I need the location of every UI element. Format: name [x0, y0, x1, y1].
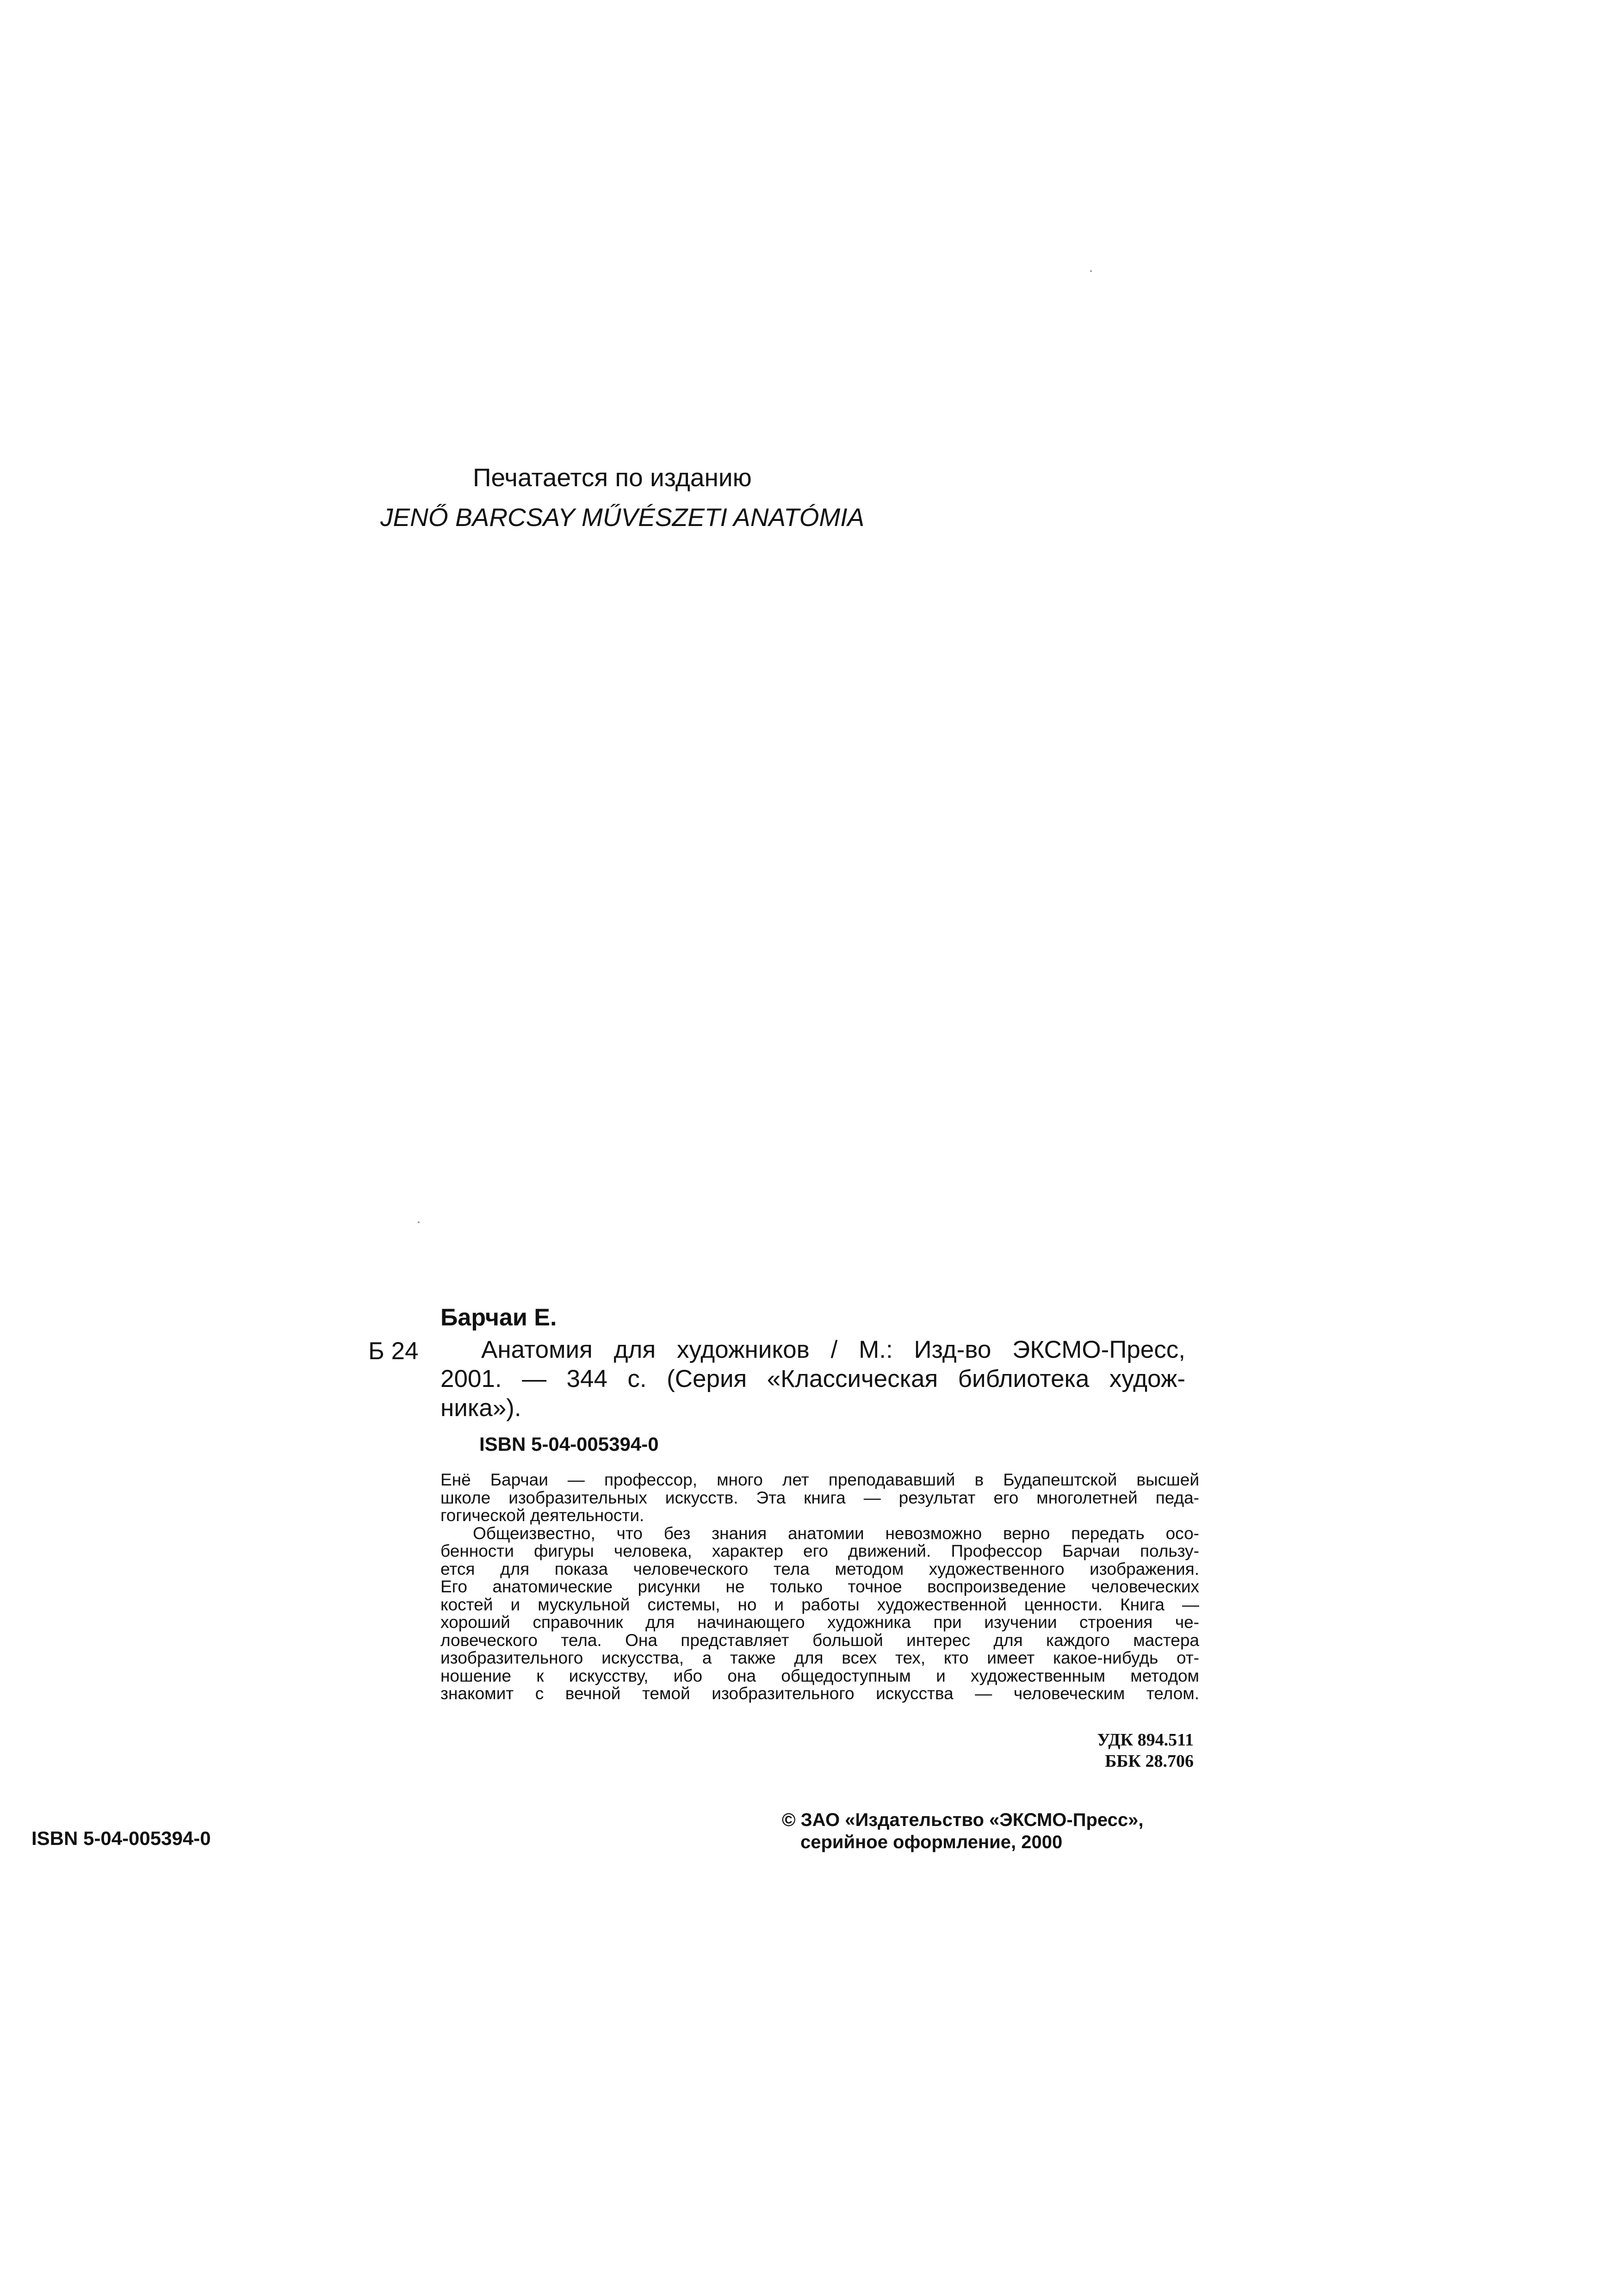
- annotation-line: Его анатомические рисунки не только точное воспроизведение человеческих: [440, 1577, 1199, 1596]
- copyright-line: © ЗАО «Издательство «ЭКСМО-Пресс»,: [782, 1810, 1144, 1830]
- annotation-line: школе изобразительных искусств. Эта книга — результат его многолетней педа-: [440, 1488, 1199, 1507]
- copyright-notice: [782, 1809, 1143, 1853]
- scan-speck: [1090, 270, 1092, 272]
- annotation-line: ется для показа человеческого тела методом художественного изображения.: [440, 1559, 1199, 1578]
- copyright-line: серийное оформление, 2000: [800, 1832, 1063, 1852]
- udk-code: УДК 894.511: [1097, 1730, 1194, 1750]
- bibliographic-description: [440, 1335, 1185, 1423]
- catalog-author: Барчаи Е.: [440, 1304, 557, 1331]
- annotation-line: гогической деятельности.: [440, 1506, 644, 1525]
- annotation-line: Енё Барчаи — профессор, много лет преподававший в Будапештской высшей: [440, 1470, 1199, 1489]
- original-edition-title: JENŐ BARCSAY MŰVÉSZETI ANATÓMIA: [380, 503, 865, 532]
- bib-line: ника»).: [440, 1394, 521, 1422]
- annotation-line: костей и мускульной системы, но и работы художественной ценности. Книга —: [440, 1595, 1199, 1614]
- annotation: [440, 1471, 1199, 1703]
- annotation-line: ловеческого тела. Она представляет большой интерес для каждого мастера: [440, 1630, 1199, 1650]
- catalog-isbn: ISBN 5-04-005394-0: [479, 1433, 659, 1455]
- annotation-line: бенности фигуры человека, характер его движений. Профессор Барчаи пользу-: [440, 1541, 1199, 1560]
- bib-line: Анатомия для художников / М.: Изд-во ЭКСМО-Пресс,: [481, 1336, 1185, 1363]
- footer-isbn: ISBN 5-04-005394-0: [31, 1827, 211, 1849]
- original-edition-intro: Печатается по изданию: [473, 463, 752, 492]
- classification-codes: [1083, 1729, 1194, 1772]
- annotation-line: хороший справочник для начинающего художника при изучении строения че-: [440, 1613, 1199, 1632]
- annotation-line: изобразительного искусства, а также для всех тех, кто имеет какое-нибудь от-: [440, 1648, 1199, 1667]
- scan-speck: [418, 1221, 420, 1223]
- annotation-line: ношение к искусству, ибо она общедоступным и художественным методом: [440, 1666, 1199, 1685]
- annotation-line: Общеизвестно, что без знания анатомии невозможно верно передать осо-: [473, 1523, 1199, 1543]
- annotation-line: знакомит с вечной темой изобразительного искусства — человеческим телом.: [440, 1684, 1199, 1703]
- bib-line: 2001. — 344 с. (Серия «Классическая библиотека худож-: [440, 1365, 1185, 1392]
- bbk-code: ББК 28.706: [1105, 1751, 1194, 1771]
- catalog-code: Б 24: [368, 1337, 419, 1365]
